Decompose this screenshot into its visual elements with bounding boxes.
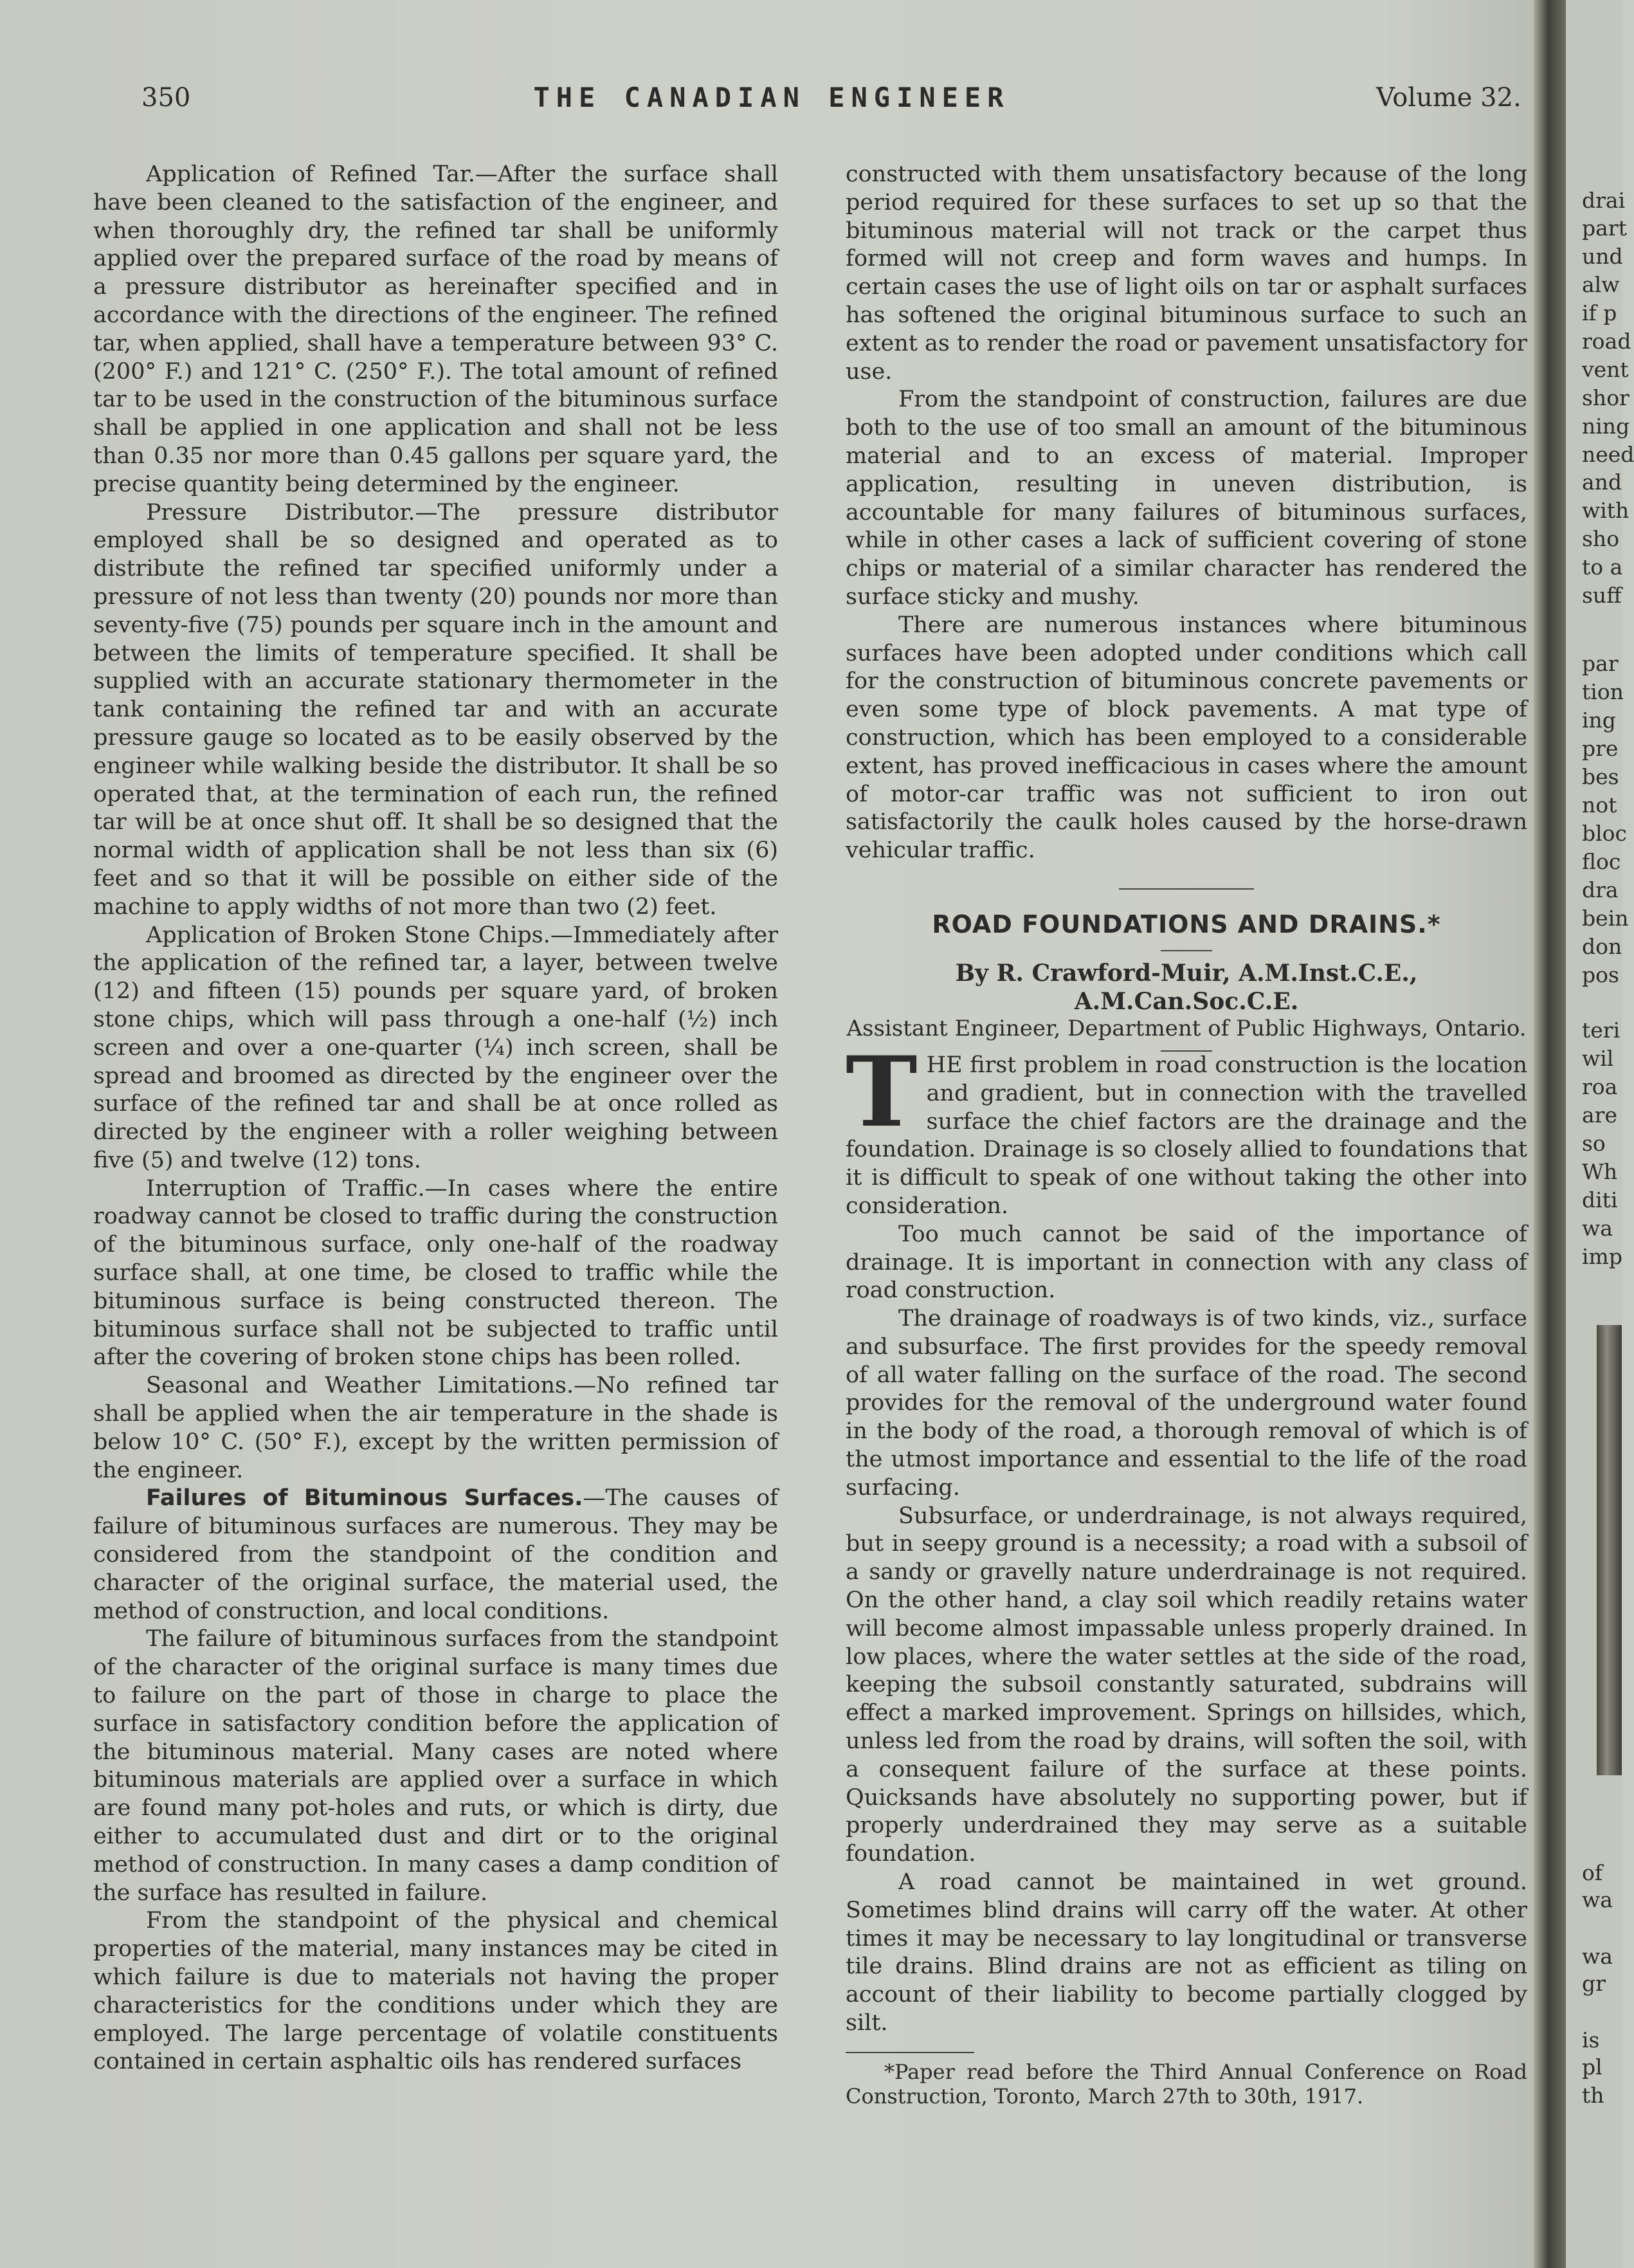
volume-label: Volume 32. [1376,83,1521,113]
adjacent-page-fragment: of [1582,1860,1603,1885]
adjacent-page-fragment: part [1582,215,1627,241]
adjacent-page-fragment: bein [1582,906,1629,931]
adjacent-page-fragment: wa [1582,1944,1613,1969]
paragraph-material-properties: From the standpoint of the physical and chemical properties of the material, many instances may be cited in which failure is due to materials not having the proper characteristics for the conditions under which they are employed. The large percentage of volatile constituents contained in certain asphaltic oils has rendered surfaces [93,1908,778,2075]
adjacent-page-fragment: road [1582,329,1631,354]
adjacent-page-fragment: floc [1582,849,1621,874]
adjacent-page-fragment: teri [1582,1018,1620,1043]
book-gutter [1534,0,1566,2268]
paragraph-failures-body: —The causes of failure of bituminous surfaces are numerous. They may be considered from the standpoint of the condition and character of the original surface, the material used, the method of construction, and local conditions. [93,1485,778,1624]
adjacent-page-fragment: pos [1582,962,1619,987]
left-column [93,161,778,2076]
adjacent-page-fragment: gr [1582,1971,1606,1996]
adjacent-page-fragment: shor [1582,385,1629,410]
adjacent-page-fragment: roa [1582,1074,1618,1099]
paragraph-importance-drainage: Too much cannot be said of the importance of drainage. It is important in connection with any class of road construction. [846,1221,1527,1304]
paragraph-interruption-traffic: Interruption of Traffic.—In cases where the entire roadway cannot be closed to traffic during the construction of the bituminous surface, only one-half of the roadway surface shall, at one time, be closed to traffic while the bituminous surface is being constructed thereon. The bituminous surface shall not be subjected to traffic until after the covering of broken stone chips has been rolled. [93,1175,778,1371]
adjacent-page-fragment: wa [1582,1887,1613,1912]
adjacent-page-fragment: pre [1582,736,1619,761]
paragraph-original-surface: The failure of bituminous surfaces from the standpoint of the character of the original surface is many times due to failure on the part of those in charge to place the surface in satisfactory condition before the application of the bituminous material. Many cases are noted where bituminous materials are applied over a surface in which are found many pot-holes and ruts, or which is dirty, due either to accumulated dust and dirt or to the original method of construction. In many cases a damp condition of the surface has resulted in failure. [93,1626,778,1906]
paragraph-construction-failures: From the standpoint of construction, failures are due both to the use of too small an amount of the bituminous material and to an excess of material. Improper application, resulting in uneven distribution, is accountable for many failures of bituminous surfaces, while in other cases a lack of sufficient covering of stone chips or material of a similar character has rendered the surface sticky and mushy. [846,387,1527,610]
paragraph-continued: constructed with them unsatisfactory because of the long period required for these surfaces to set up so that the bituminous material will not track or the carpet thus formed will not creep and form waves and humps. In certain cases the use of light oils on tar or asphalt surfaces has softened the original bituminous surface to such an extent as to render the road or pavement unsatisfactory for use. [846,161,1527,385]
adjacent-page-fragment: bloc [1582,821,1628,846]
author-affiliation: Assistant Engineer, Department of Public Highways, Ontario. [846,1015,1527,1041]
paragraph-instances: There are numerous instances where bituminous surfaces have been adopted under conditions which call for the construction of bituminous concrete pavements or even some type of block pavements. A mat type of construction, which has been employed to a considerable extent, has proved inefficacious in cases where the amount of motor-car traffic was not sufficient to iron out satisfactorily the caulk holes caused by the horse-drawn vehicular traffic. [846,612,1527,864]
adjacent-page-fragment: tion [1582,679,1624,704]
paragraph-wet-ground: A road cannot be maintained in wet ground. Sometimes blind drains will carry off the water. At other times it may be necessary to lay longitudinal or transverse tile drains. Blind drains are not as efficient as tiling on account of their liability to become partially clogged by silt. [846,1869,1527,2036]
paragraph-subsurface: Subsurface, or underdrainage, is not always required, but in seepy ground is a necessity; a road with a subsoil of a sandy or gravelly nature underdrainage is not required. On the other hand, a clay soil which readily retains water will become almost impassable unless properly drained. In low places, where the water settles at the side of the road, keeping the subsoil constantly saturated, subdrains will effect a marked improvement. Springs on hillsides, which, unless led from the road by drains, will soften the soil, with a consequent failure of the surface at these points. Quicksands have absolutely no supporting power, but if properly underdrained they may serve as a suitable foundation. [846,1503,1527,1867]
adjacent-page-fragment: ing [1582,708,1616,733]
adjacent-page-fragment: par [1582,651,1619,676]
adjacent-page-fragment: suff [1582,583,1622,608]
article-title: ROAD FOUNDATIONS AND DRAINS.* [932,910,1441,938]
adjacent-page-fragment: and [1582,470,1622,495]
paragraph-first-problem [846,1035,1527,1221]
adjacent-page-fragment: alw [1582,272,1620,297]
adjacent-page-fragment: dra [1582,877,1619,902]
right-column [846,161,1527,2108]
adjacent-page-fragment: pl [1582,2054,1602,2080]
page-number: 350 [141,83,191,113]
adjacent-page-fragment: with [1582,498,1629,523]
footnote-divider [846,2052,974,2053]
paragraph-refined-tar: Application of Refined Tar.—After the surface shall have been cleaned to the satisfaction of the engineer, and when thoroughly dry, the refined tar shall be uniformly applied over the prepared surface of the road by means of a pressure distributor as hereinafter specified and in accordance with the directions of the engineer. The refined tar, when applied, shall have a temperature between 93° C. (200° F.) and 121° C. (250° F.). The total amount of refined tar to be used in the construction of the bituminous surface shall be applied in one application and shall not be less than 0.35 nor more than 0.45 gallons per square yard, the precise quantity being determined by the engineer. [93,161,778,497]
adjacent-page-fragment: bes [1582,764,1619,789]
paragraph-pressure-distributor: Pressure Distributor.—The pressure distributor employed shall be so designed and operated as to distribute the refined tar specified uniformly under a pressure of not less than twenty (20) pounds nor more than seventy-five (75) pounds per square inch in the amount and between the limits of temperature specified. It shall be supplied with an accurate stationary thermometer in the tank containing the refined tar and with an accurate pressure gauge so located as to be easily observed by the engineer while walking beside the distributor. It shall be so operated that, at the termination of each run, the refined tar will be at once shut off. It shall be so designed that the normal width of application shall be not less than six (6) feet and so that it will be possible on either side of the machine to apply widths of not more than two (2) feet. [93,499,778,920]
adjacent-page-fragment: not [1582,792,1617,818]
adjacent-page-fragment: don [1582,934,1622,959]
adjacent-page-fragment: imp [1582,1244,1622,1269]
paragraph-stone-chips: Application of Broken Stone Chips.—Immediately after the application of the refined tar, a layer, between twelve (12) and fifteen (15) pounds per square yard, of broken stone chips, which will pass through a one-half (½) inch screen and over a one-quarter (¼) inch screen, shall be spread and broomed as directed by the engineer over the surface of the refined tar and shall be at once rolled as directed by the engineer with a roller weighing between five (5) and twelve (12) tons. [93,922,778,1173]
adjacent-page-fragment: are [1582,1102,1617,1128]
adjacent-page-fragment: if p [1582,300,1617,325]
adjacent-page-fragment: need [1582,442,1634,467]
adjacent-page-fragment: sho [1582,526,1620,551]
paragraph-failures [93,1485,778,1625]
adjacent-page-fragment: to a [1582,554,1623,580]
section-divider [1119,888,1254,890]
adjacent-page-fragment: is [1582,2027,1600,2053]
paragraph-first-problem-text: HE first problem in road construction is the location and gradient, but in connection with the travelled surface the chief factors are the drainage and the foundation. Drainage is so closely allied to foundations that it is difficult to speak of one without taking the other into consideration. [846,1052,1527,1219]
drop-cap: T [846,1035,918,1149]
paragraph-seasonal-limitations: Seasonal and Weather Limitations.—No refined tar shall be applied when the air temperature in the shade is below 10° C. (50° F.), except by the written permission of the engineer. [93,1373,778,1483]
adjacent-page-fragment: vent [1582,357,1629,382]
footnote: *Paper read before the Third Annual Conference on Road Construction, Toronto, March 27th to 30th, 1917. [846,2059,1527,2108]
adjacent-page-fragment: wa [1582,1216,1613,1241]
adjacent-page-fragment: so [1582,1131,1606,1156]
section-heading-failures: Failures of Bituminous Surfaces. [146,1485,583,1512]
paragraph-drainage-kinds: The drainage of roadways is of two kinds, viz., surface and subsurface. The first provides for the speedy removal of all water falling on the surface of the road. The second provides for the removal of the underground water found in the body of the road, a thorough removal of which is of the utmost importance and essential to the life of the road surfacing. [846,1306,1527,1501]
adjacent-page-fragment: Wh [1582,1159,1618,1184]
adjacent-page-fragment: th [1582,2083,1604,2108]
title-divider [1161,950,1212,951]
journal-title: THE CANADIAN ENGINEER [533,82,1010,113]
adjacent-page-fragment: und [1582,244,1623,269]
adjacent-page-fragment: ning [1582,414,1630,439]
adjacent-page-fragment: wil [1582,1046,1614,1071]
adjacent-page-fragment: diti [1582,1187,1618,1212]
adjacent-page-fragment: drai [1582,188,1626,213]
byline: By R. Crawford-Muir, A.M.Inst.C.E., A.M.Can.Soc.C.E. [955,959,1418,1015]
adjacent-page-photo [1597,1325,1622,1775]
